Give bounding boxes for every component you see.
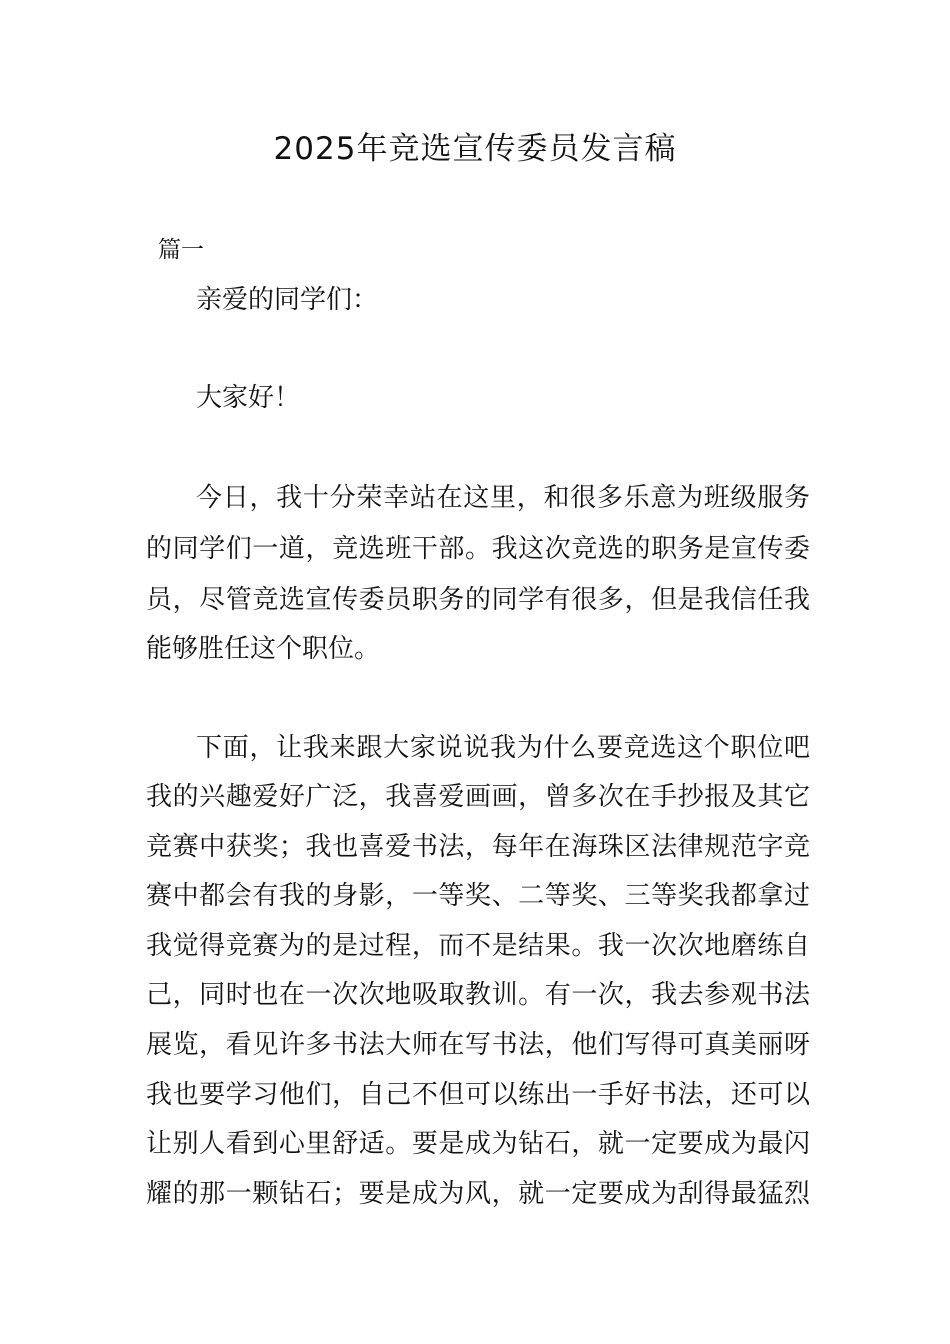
paragraph-2-line: 我的兴趣爱好广泛，我喜爱画画，曾多次在手抄报及其它 — [146, 782, 810, 812]
salutation: 亲爱的同学们： — [196, 285, 379, 315]
paragraph-1-line: 的同学们一道，竞选班干部。我这次竞选的职务是宣传委 — [146, 534, 810, 564]
greeting: 大家好！ — [196, 383, 301, 413]
paragraph-2-line: 耀的那一颗钻石；要是成为风，就一定要成为刮得最猛烈 — [146, 1179, 810, 1209]
paragraph-1-line: 员，尽管竞选宣传委员职务的同学有很多，但是我信任我 — [146, 585, 810, 615]
section-label: 篇一 — [158, 237, 204, 263]
document-title: 2025年竞选宣传委员发言稿 — [273, 131, 677, 167]
paragraph-2-line: 竞赛中获奖；我也喜爱书法，每年在海珠区法律规范字竞 — [146, 832, 810, 862]
paragraph-2-line: 下面，让我来跟大家说说我为什么要竞选这个职位吧 — [196, 733, 810, 763]
paragraph-2-line: 让别人看到心里舒适。要是成为钻石，就一定要成为最闪 — [146, 1129, 810, 1159]
paragraph-2-line: 我觉得竞赛为的是过程，而不是结果。我一次次地磨练自 — [146, 931, 810, 961]
paragraph-1-line: 能够胜任这个职位。 — [146, 634, 381, 664]
paragraph-2-line: 我也要学习他们，自己不但可以练出一手好书法，还可以 — [146, 1080, 810, 1110]
paragraph-2-line: 展览，看见许多书法大师在写书法，他们写得可真美丽呀 — [146, 1030, 810, 1060]
paragraph-1-line: 今日，我十分荣幸站在这里，和很多乐意为班级服务 — [196, 483, 810, 513]
paragraph-2-line: 赛中都会有我的身影，一等奖、二等奖、三等奖我都拿过 — [146, 881, 810, 911]
paragraph-2-line: 己，同时也在一次次地吸取教训。有一次，我去参观书法 — [146, 980, 810, 1010]
